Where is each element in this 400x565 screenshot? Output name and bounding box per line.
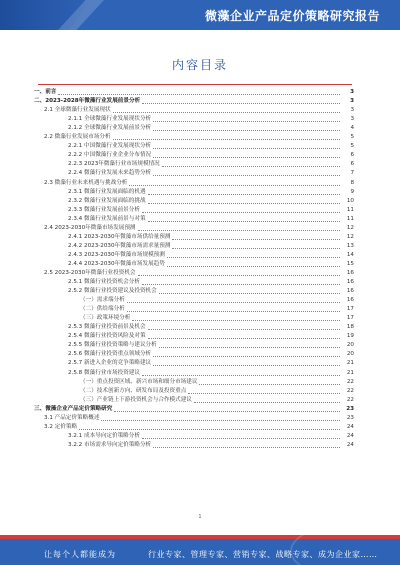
toc-entry-page: 15: [346, 260, 354, 267]
toc-entry[interactable]: [34, 197, 354, 206]
toc-entry-label: 三、微藻企业产品定价策略研究: [34, 405, 113, 412]
toc-entry-page: 10: [346, 197, 354, 204]
toc-entry[interactable]: [34, 287, 354, 296]
toc-entry[interactable]: [34, 359, 354, 368]
toc-entry[interactable]: [34, 387, 354, 396]
toc-entry-page: 3: [350, 107, 354, 114]
toc-entry-label: 2.5 2023-2030年微藻行业投资机会: [44, 269, 136, 276]
toc-entry[interactable]: [34, 260, 354, 269]
toc-entry-page: 18: [346, 324, 354, 331]
toc-entry-label: 2.4.3 2023-2030年微藻市场规模预测: [68, 251, 165, 258]
toc-entry-page: 6: [350, 152, 354, 159]
toc-entry[interactable]: [34, 378, 354, 387]
toc-entry[interactable]: [34, 160, 354, 169]
toc-entry[interactable]: [34, 169, 354, 178]
toc-leader-dots: [138, 275, 340, 276]
toc-entry-label: 2.5.6 微藻行业投资重点领域分析: [68, 351, 152, 358]
toc-entry-page: 12: [346, 233, 354, 240]
toc-entry-page: 3: [350, 98, 354, 105]
toc-leader-dots: [199, 384, 340, 385]
toc-entry-page: 23: [346, 405, 354, 412]
toc-entry-page: 20: [346, 351, 354, 358]
toc-entry-label: 2.2.1 中国微藻行业发展现状分析: [68, 143, 152, 150]
toc-leader-dots: [153, 365, 340, 366]
toc-entry[interactable]: [34, 88, 354, 97]
toc-entry[interactable]: [34, 215, 354, 224]
toc-entry-label: 2.1.1 全球微藻行业发展现状分析: [68, 116, 152, 123]
toc-entry-label: （二）供给端分析: [80, 306, 125, 313]
toc-leader-dots: [167, 266, 340, 267]
toc-leader-dots: [153, 121, 340, 122]
toc-entry-page: 16: [346, 288, 354, 295]
toc-entry-label: （一）重点投资区域、新兴市场和细分市场建议: [80, 378, 198, 385]
toc-entry[interactable]: [34, 432, 354, 441]
toc-entry-label: 2.5.7 新进入企业的竞争策略建议: [68, 360, 152, 367]
toc-entry[interactable]: [34, 106, 354, 115]
toc-entry[interactable]: [34, 115, 354, 124]
toc-entry-page: 3: [350, 89, 354, 96]
toc-entry-label: 3.2 定价策略: [44, 423, 78, 430]
toc-leader-dots: [153, 148, 340, 149]
toc-entry-label: 2.5.3 微藻行业投资前景及机会: [68, 324, 146, 331]
toc-entry-label: 2.3.1 微藻行业发展面临的机遇: [68, 188, 146, 195]
toc-entry-label: 二、2023-2028年微藻行业发展前景分析: [34, 98, 141, 105]
toc-entry-page: 12: [346, 224, 354, 231]
toc-leader-dots: [142, 284, 340, 285]
toc-entry[interactable]: [34, 178, 354, 187]
toc-entry-label: 2.2.4 微藻行业发展未来趋势分析: [68, 170, 152, 177]
toc-entry-page: 11: [346, 215, 354, 222]
toc-leader-dots: [148, 194, 340, 195]
toc-entry[interactable]: [34, 206, 354, 215]
toc-leader-dots: [113, 139, 340, 140]
toc-heading: 内容目录: [171, 58, 228, 72]
toc-entry-label: 2.2.2 中国微藻行业企业分布情况: [68, 152, 152, 159]
toc-leader-dots: [142, 103, 340, 104]
toc-leader-dots: [153, 447, 340, 448]
toc-entry-label: 2.5.2 微藻行业投资建议及投资机会: [68, 288, 157, 295]
report-title: 微藻企业产品定价策略研究报告: [204, 9, 380, 23]
toc-entry[interactable]: [34, 97, 354, 106]
toc-entry-label: 2.1 全球微藻行业发展现状: [44, 107, 111, 114]
toc-entry-page: 21: [346, 369, 354, 376]
toc-leader-dots: [153, 356, 340, 357]
toc-entry[interactable]: [34, 314, 354, 323]
toc-entry-label: 3.2.1 成本导向定价策略分析: [68, 432, 140, 439]
footer-slogan-left: 让每个人都能成为: [44, 550, 116, 559]
toc-leader-dots: [114, 411, 340, 412]
toc-entry[interactable]: [34, 441, 354, 450]
toc-entry-page: 13: [346, 242, 354, 249]
toc-divider: [38, 84, 352, 85]
toc-entry-label: 2.2 微藻行业发展市场分析: [44, 134, 111, 141]
toc-leader-dots: [148, 203, 340, 204]
toc-entry-page: 5: [350, 143, 354, 150]
toc-entry-page: 24: [346, 441, 354, 448]
toc-entry-label: 2.4.1 2023-2030年微藻市场供给量预测: [68, 233, 171, 240]
toc-entry-label: （一）需求端分析: [80, 297, 125, 304]
toc-leader-dots: [167, 257, 340, 258]
toc-leader-dots: [148, 221, 340, 222]
toc-entry[interactable]: [34, 332, 354, 341]
toc-leader-dots: [159, 293, 340, 294]
toc-entry-page: 23: [346, 414, 354, 421]
toc-entry-page: 16: [346, 279, 354, 286]
toc-leader-dots: [142, 438, 340, 439]
toc-entry-label: （二）技术创新方向、研发布局及投资重点: [80, 387, 187, 394]
toc-entry[interactable]: [34, 368, 354, 377]
toc-leader-dots: [148, 329, 340, 330]
toc-entry-page: 11: [346, 206, 354, 213]
toc-leader-dots: [159, 347, 340, 348]
toc-leader-dots: [153, 175, 340, 176]
toc-entry-label: 2.1.2 全球微藻行业发展前景分析: [68, 125, 152, 132]
toc-entry[interactable]: [34, 269, 354, 278]
toc-entry[interactable]: [34, 350, 354, 359]
toc-leader-dots: [138, 230, 340, 231]
toc-leader-dots: [113, 112, 340, 113]
toc-entry-page: 19: [346, 333, 354, 340]
toc-entry-label: 3.1 产品定价策略概述: [44, 414, 100, 421]
toc-entry-label: 2.3 微藻行业未来机遇与挑战分析: [44, 179, 128, 186]
toc-entry[interactable]: [34, 142, 354, 151]
toc-entry[interactable]: [34, 414, 354, 423]
toc-entry[interactable]: [34, 188, 354, 197]
toc-entry[interactable]: [34, 396, 354, 405]
toc-leader-dots: [172, 239, 340, 240]
toc-entry-label: 2.5.5 微藻行业投资策略与建议分析: [68, 342, 157, 349]
toc-leader-dots: [129, 185, 340, 186]
toc-entry[interactable]: [34, 251, 354, 260]
toc-entry-label: 2.4.4 2023-2030年微藻市场发展趋势: [68, 260, 165, 267]
toc-entry-label: 2.2.3 2023年微藻行业市场规模情况: [68, 161, 160, 168]
toc-entry[interactable]: [34, 133, 354, 142]
toc-entry[interactable]: [34, 296, 354, 305]
toc-leader-dots: [142, 212, 340, 213]
toc-entry[interactable]: [34, 323, 354, 332]
toc-entry-label: 2.5.1 微藻行业投资机会分析: [68, 279, 140, 286]
toc-entry-page: 17: [346, 306, 354, 313]
header-banner: [0, 0, 400, 30]
toc-leader-dots: [127, 302, 340, 303]
table-of-contents: [34, 88, 354, 450]
toc-entry[interactable]: [34, 233, 354, 242]
toc-entry-label: 2.4 2023-2030年微藻市场发展预测: [44, 224, 136, 231]
toc-entry-label: 2.3.4 微藻行业发展前景与对策: [68, 215, 146, 222]
toc-leader-dots: [101, 420, 340, 421]
toc-entry[interactable]: [34, 405, 354, 414]
toc-entry-page: 6: [350, 161, 354, 168]
toc-entry[interactable]: [34, 423, 354, 432]
toc-leader-dots: [127, 311, 340, 312]
toc-entry-label: 2.3.2 微藻行业发展面临的挑战: [68, 197, 146, 204]
toc-entry-page: 14: [346, 251, 354, 258]
toc-entry-page: 16: [346, 269, 354, 276]
toc-entry[interactable]: [34, 305, 354, 314]
toc-leader-dots: [153, 157, 340, 158]
toc-leader-dots: [58, 94, 340, 95]
toc-entry[interactable]: [34, 341, 354, 350]
toc-leader-dots: [153, 130, 340, 131]
toc-entry-page: 22: [346, 387, 354, 394]
toc-leader-dots: [148, 338, 340, 339]
toc-entry[interactable]: [34, 151, 354, 160]
toc-entry-label: 2.5.8 微藻行业市场投资建议: [68, 369, 140, 376]
toc-entry-page: 8: [350, 179, 354, 186]
toc-entry-label: （三）产业链上下游投资机会与合作模式建议: [80, 396, 192, 403]
toc-leader-dots: [194, 402, 340, 403]
toc-leader-dots: [132, 320, 340, 321]
toc-entry-page: 5: [350, 134, 354, 141]
footer-slogan-right: 行业专家、管理专家、营销专家、战略专家、成为企业家……: [148, 550, 378, 559]
toc-leader-dots: [162, 166, 340, 167]
toc-leader-dots: [142, 375, 340, 376]
toc-entry-page: 24: [346, 423, 354, 430]
toc-entry-label: 2.4.2 2023-2030年微藻市场需求量预测: [68, 242, 171, 249]
toc-entry[interactable]: [34, 224, 354, 233]
toc-entry-page: 7: [350, 170, 354, 177]
toc-entry-page: 22: [346, 378, 354, 385]
toc-entry-page: 4: [350, 125, 354, 132]
toc-entry-page: 24: [346, 432, 354, 439]
toc-entry-page: 21: [346, 360, 354, 367]
toc-entry-page: 20: [346, 342, 354, 349]
toc-entry[interactable]: [34, 242, 354, 251]
footer-banner: [0, 535, 400, 565]
page-number: 1: [198, 514, 202, 520]
toc-entry-page: 9: [350, 188, 354, 195]
toc-entry-label: 2.5.4 微藻行业投资风险及对策: [68, 333, 146, 340]
toc-entry[interactable]: [34, 278, 354, 287]
toc-entry-label: 2.3.3 微藻行业发展前景分析: [68, 206, 140, 213]
toc-entry-page: 17: [346, 315, 354, 322]
toc-leader-dots: [172, 248, 340, 249]
toc-entry-page: 16: [346, 297, 354, 304]
toc-leader-dots: [188, 393, 340, 394]
toc-entry[interactable]: [34, 124, 354, 133]
toc-entry-page: 22: [346, 396, 354, 403]
toc-entry-page: 3: [350, 116, 354, 123]
toc-entry-label: （三）政策环境分析: [80, 315, 131, 322]
toc-leader-dots: [79, 429, 340, 430]
toc-entry-label: 一、前言: [34, 89, 57, 96]
toc-entry-label: 3.2.2 市场需求导向定价策略分析: [68, 441, 152, 448]
